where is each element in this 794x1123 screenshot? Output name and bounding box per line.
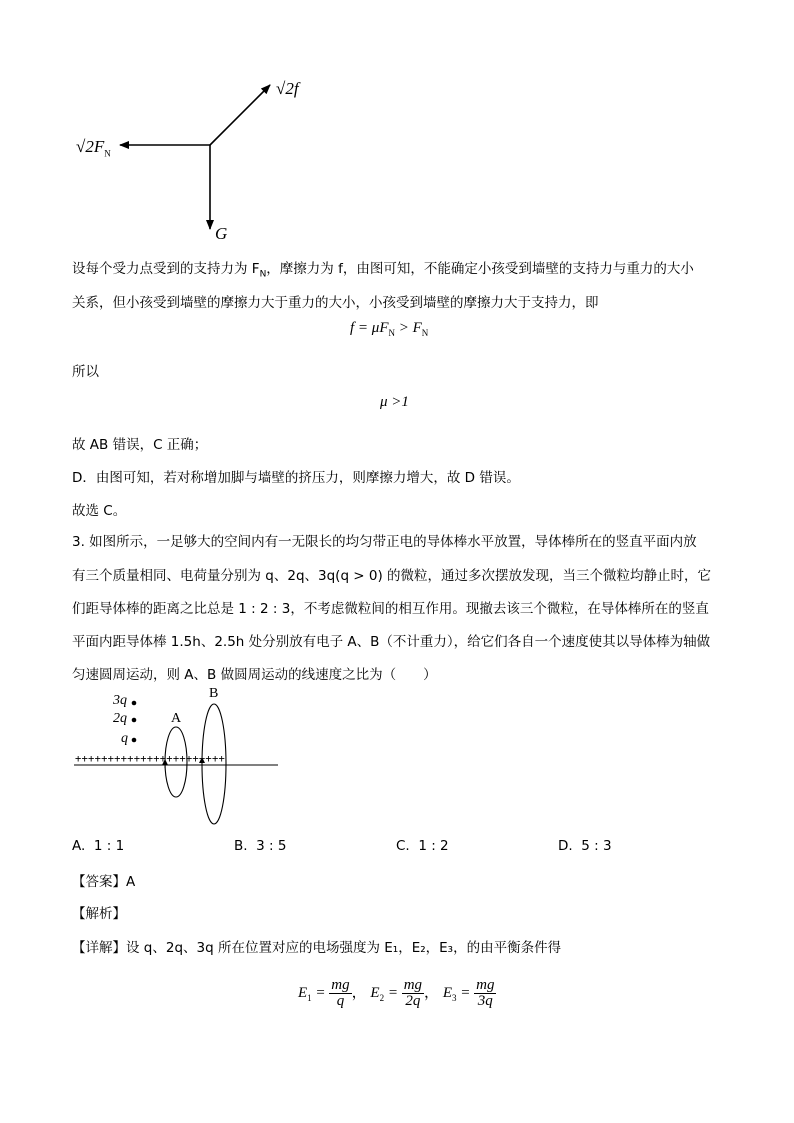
force-label-top: √2f [276,79,299,98]
paragraph-line: 设每个受力点受到的支持力为 $F_N$，摩擦力为 f，由图可知，不能确定小孩受到墙壁的支持力与重力的大小 [72,261,694,280]
question-line: 平面内距导体棒 1.5h、2.5h 处分别放有电子 A、B（不计重力），给它们各自一个速度使其以导体棒为轴做 [72,634,711,650]
paragraph-line: D．由图可知，若对称增加脚与墙壁的挤压力，则摩擦力增大，故 D 错误。 [72,470,520,486]
option-b[interactable]: B. 3 : 5 [234,838,287,854]
force-label-bottom: G [215,224,228,243]
question-line: 匀速圆周运动，则 A、B 做圆周运动的线速度之比为（ ） [72,667,437,683]
label-B: B [209,686,219,701]
force-label-left: $√2F_N$ [76,137,111,159]
rod-charges: +++++++++++++++++++++++ [75,753,225,765]
paragraph-line: 故选 C。 [72,503,127,519]
label-A: A [171,711,182,726]
detail: 【详解】设 q、2q、3q 所在位置对应的电场强度为 E₁，E₂，E₃，的由平衡条件得 [72,940,562,956]
equation-field-strength: $E_1$ = $\frac{mg}{q}$ ， $E_2$ = $\frac{mg}{2q}$ ， $E_3$ = $\frac{mg}{3q}$ [298,977,495,1009]
question-line: 们距导体棒的距离之比总是 1 : 2 : 3，不考虑微粒间的相互作用。现撤去该三个微粒，在导体棒所在的竖直 [72,601,709,617]
question-line: 3. 如图所示，一足够大的空间内有一无限长的均匀带正电的导体棒水平放置，导体棒所在的竖直平面内放 [72,534,697,550]
charge-label-q: q [121,731,128,746]
charge-dot-q [132,738,137,743]
equation-mu: μ >1 [380,394,409,410]
charge-dot-3q [132,701,137,706]
option-a[interactable]: A. 1 : 1 [72,838,125,854]
answer: 【答案】A [72,874,136,890]
charge-label-2q: 2q [113,711,127,726]
equation-friction: $f = \mu F_N > F_N$ [350,320,429,338]
analysis-tag: 【解析】 [72,906,126,922]
charge-label-3q: 3q [113,693,127,708]
paragraph-line: 关系，但小孩受到墙壁的摩擦力大于重力的大小，小孩受到墙壁的摩擦力大于支持力，即 [72,295,599,311]
question-line: 有三个质量相同、电荷量分别为 q、2q、3q(q > 0) 的微粒，通过多次摆放发现，当三个微粒均静止时，它 [72,568,712,584]
force-arrow-friction [210,85,270,145]
charge-dot-2q [132,718,137,723]
paragraph-line: 故 AB 错误，C 正确； [72,437,208,453]
paragraph-line: 所以 [72,364,99,380]
option-d[interactable]: D. 5 : 3 [558,838,612,854]
option-c[interactable]: C. 1 : 2 [396,838,449,854]
